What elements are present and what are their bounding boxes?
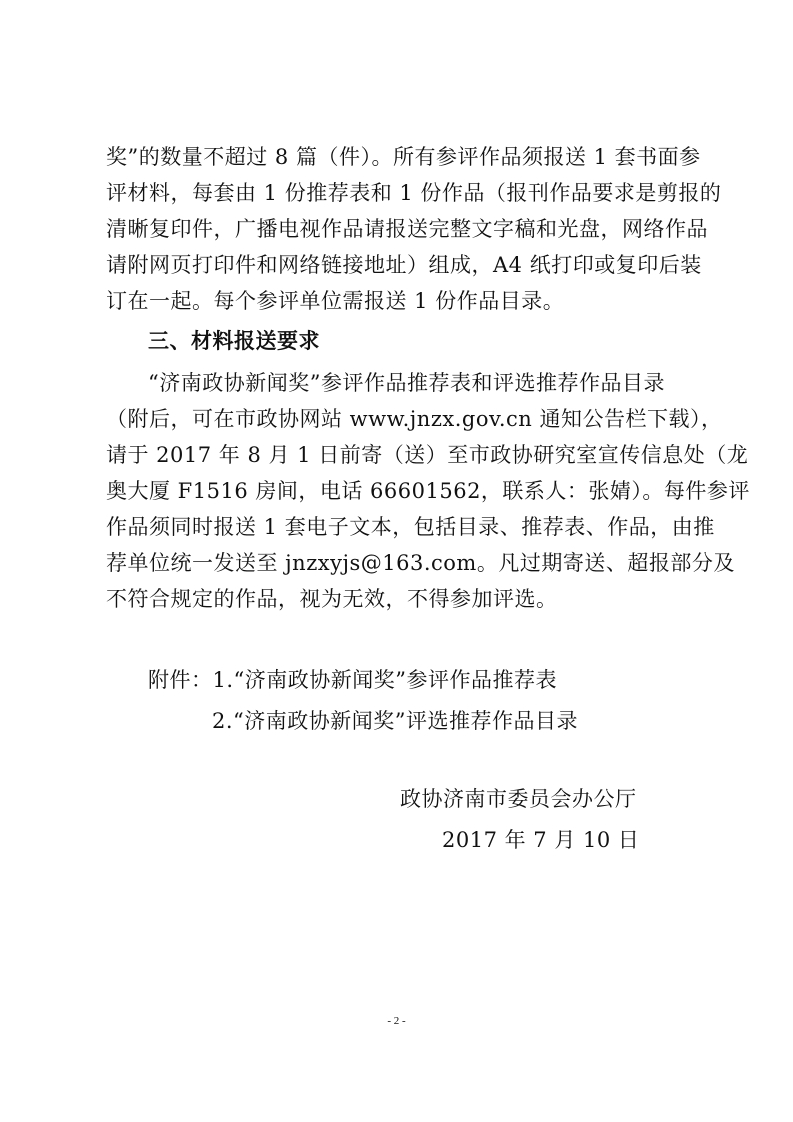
paragraph-line: 荐单位统一发送至 jnzxyjs@163.com。凡过期寄送、超报部分及 (106, 551, 735, 575)
paragraph-line: 不符合规定的作品，视为无效，不得参加评选。 (106, 587, 558, 611)
paragraph-line: 评材料，每套由 1 份推荐表和 1 份作品（报刊作品要求是剪报的 (106, 181, 722, 205)
attachment-item-2: 2.“济南政协新闻奖”评选推荐作品目录 (212, 709, 579, 733)
paragraph-line: “济南政协新闻奖”参评作品推荐表和评选推荐作品目录 (148, 371, 665, 395)
signature-date: 2017 年 7 月 10 日 (442, 828, 640, 852)
paragraph-line: 作品须同时报送 1 套电子文本，包括目录、推荐表、作品，由推 (106, 515, 715, 539)
signature-organization: 政协济南市委员会办公厅 (400, 787, 637, 811)
paragraph-line: 订在一起。每个参评单位需报送 1 份作品目录。 (106, 289, 565, 313)
page-number: - 2 - (387, 1015, 406, 1027)
paragraph-line: 清晰复印件，广播电视作品请报送完整文字稿和光盘，网络作品 (106, 217, 708, 241)
paragraph-line: 奖”的数量不超过 8 篇（件）。所有参评作品须报送 1 套书面参 (106, 145, 701, 169)
attachment-item-1: 附件：1.“济南政协新闻奖”参评作品推荐表 (148, 668, 558, 692)
paragraph-line: （附后，可在市政协网站 www.jnzx.gov.cn 通知公告栏下载）， (106, 407, 723, 431)
paragraph-line: 请附网页打印件和网络链接地址）组成，A4 纸打印或复印后装 (106, 253, 702, 277)
paragraph-line: 请于 2017 年 8 月 1 日前寄（送）至市政协研究室宣传信息处（龙 (106, 443, 749, 467)
paragraph-line: 奥大厦 F1516 房间，电话 66601562，联系人：张婧）。每件参评 (106, 479, 750, 503)
section-heading: 三、材料报送要求 (148, 329, 320, 353)
